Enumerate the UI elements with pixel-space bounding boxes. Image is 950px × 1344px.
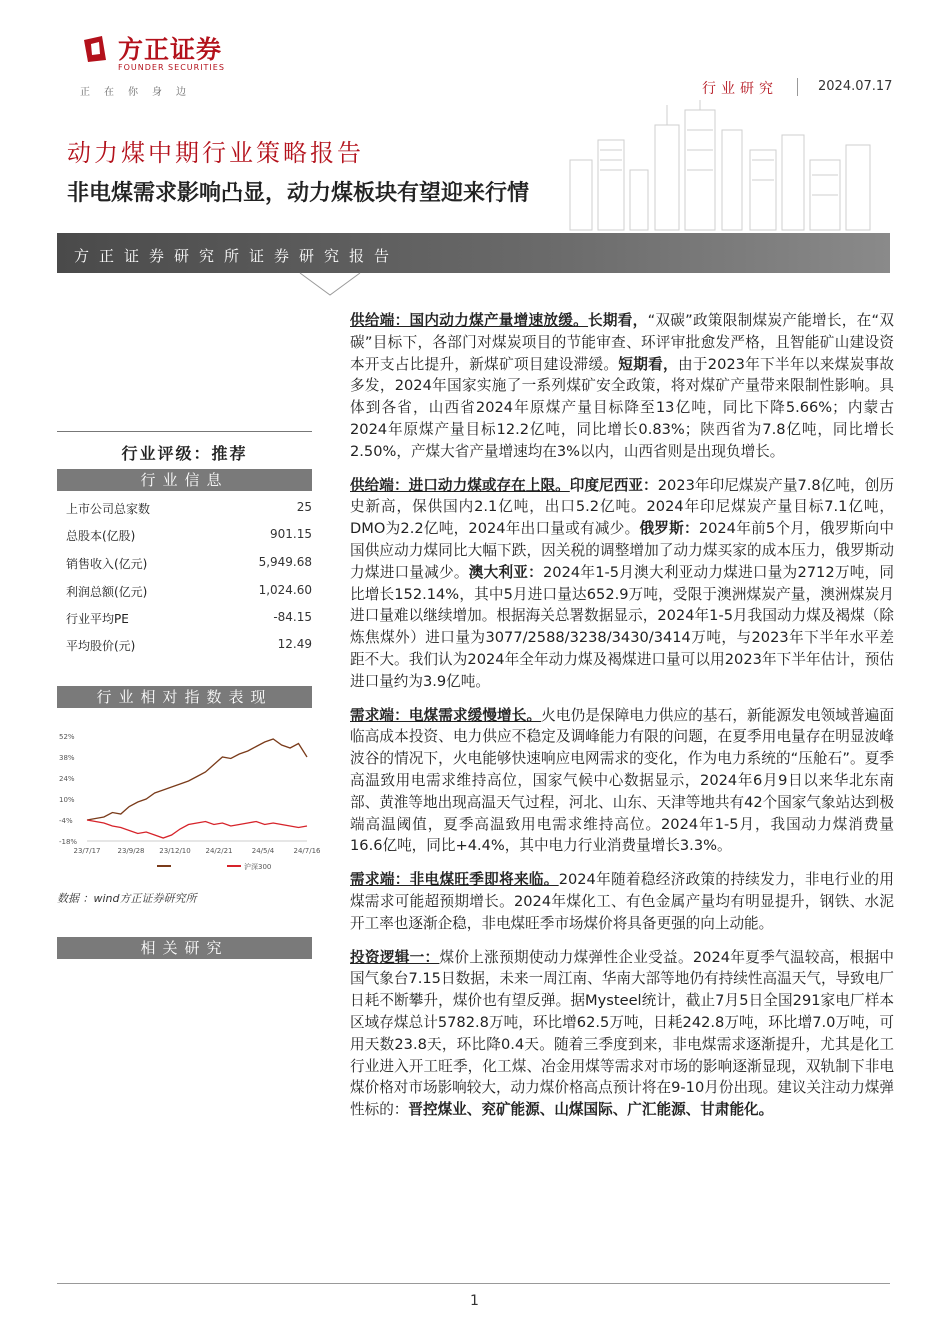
band-notch-decoration xyxy=(300,273,360,297)
paragraph-text: 2024年前5个月，俄罗斯向中国供应动力煤同比大幅下跌，因关税的调整增加了动力煤买家的成本压力，俄罗斯动力煤进口量减少。 xyxy=(350,520,894,581)
title-band-text: 方正证券研究所证券研究报告 xyxy=(74,247,400,265)
x-tick-label: 23/12/10 xyxy=(159,847,191,855)
info-label: 销售收入(亿元) xyxy=(66,557,148,571)
founder-logo-icon xyxy=(80,34,110,64)
info-label: 行业平均PE xyxy=(66,612,129,626)
info-value: -84.15 xyxy=(273,610,312,624)
info-label: 上市公司总家数 xyxy=(66,502,151,516)
industry-rating: 行业评级：推荐 xyxy=(121,444,248,463)
info-value: 1,024.60 xyxy=(258,583,312,597)
paragraph-heading: 投资逻辑一： xyxy=(350,948,440,966)
city-skyline-illustration xyxy=(560,100,890,230)
paragraph-text: 2024年随着稳经济政策的持续发力，非电行业的用煤需求可能超预期增长。2024年煤化工、有色金属产量均有明显提升，钢铁、水泥开工率也逐渐企稳，非电煤旺季市场煤价将具备更强的向上动能。 xyxy=(350,871,894,932)
bold-text: 短期看， xyxy=(618,355,678,373)
info-value: 12.49 xyxy=(277,637,312,651)
header-divider xyxy=(797,78,798,96)
y-tick-label: 52% xyxy=(59,733,75,741)
rating-divider xyxy=(57,431,312,432)
legend-label: 沪深300 xyxy=(244,863,272,871)
paragraph xyxy=(350,310,894,463)
paragraph-text: “双碳”政策限制煤炭产能增长，在“双碳”目标下，各部门对煤炭项目的节能审查、环评审批愈发严格，且智能矿山建设资本开支占比提升，新煤矿项目建设滞缓。 xyxy=(350,312,894,373)
bold-text: 澳大利亚： xyxy=(468,563,543,581)
info-value: 5,949.68 xyxy=(258,555,312,569)
report-series: 动力煤中期行业策略报告 xyxy=(67,139,364,167)
index-performance-title: 行业相对指数表现 xyxy=(57,686,312,708)
logo-text: 方正证券 xyxy=(118,35,223,64)
main-content xyxy=(350,310,894,1133)
paragraph-text: 2024年1-5月澳大利亚动力煤进口量为2712万吨，同比增长152.14%，其中5月进口量达652.9万吨，受限于澳洲煤炭产量，澳洲煤炭月进口量难以继续增加。根据海关总署数据显示，2024年1-5月我国动力煤及褐煤（除炼焦煤外）进口量为3077/2588/3238/3430/3414万吨，与2023年下半年水平差距不大。我们认为2024年全年动力煤及褐煤进口量可以用2023年下半年估计，预估进口量约为3.9亿吨。 xyxy=(350,563,894,690)
footer-divider xyxy=(57,1283,890,1284)
info-row xyxy=(66,610,312,637)
paragraph-heading: 需求端：非电煤旺季即将来临。 xyxy=(350,871,559,889)
x-tick-label: 24/2/21 xyxy=(205,847,233,855)
info-label: 总股本(亿股) xyxy=(66,529,136,543)
logo-english-text: FOUNDER SECURITIES xyxy=(118,63,225,72)
info-row xyxy=(66,500,312,527)
report-title: 非电煤需求影响凸显，动力煤板块有望迎来行情 xyxy=(67,181,530,206)
paragraph-text: 2023年印尼煤炭产量7.8亿吨，创历史新高，保供国内2.1亿吨，出口5.2亿吨。2024年印尼煤炭产量目标7.1亿吨，DMO为2.2亿吨，2024年出口量或有减少。 xyxy=(350,476,894,538)
bold-text: 印度尼西亚： xyxy=(569,476,658,494)
info-label: 利润总额(亿元) xyxy=(66,585,148,599)
info-value: 901.15 xyxy=(270,527,312,541)
industry-info-title: 行业信息 xyxy=(57,469,312,491)
paragraph xyxy=(350,705,894,858)
info-row xyxy=(66,555,312,582)
info-row xyxy=(66,637,312,664)
paragraph-heading: 供给端：国内动力煤产量增速放缓。 xyxy=(350,312,589,329)
y-tick-label: 38% xyxy=(59,754,75,762)
x-tick-label: 23/7/17 xyxy=(73,847,101,855)
y-tick-label: 10% xyxy=(59,796,75,804)
x-tick-label: 24/5/4 xyxy=(251,847,275,855)
logo-slogan: 正在你身边 xyxy=(80,87,200,98)
y-tick-label: -4% xyxy=(59,817,73,825)
paragraph-text: 煤价上涨预期使动力煤弹性企业受益。2024年夏季气温较高，根据中国气象台7.15日数据，未来一周江南、华南大部等地仍有持续性高温天气，导致电厂日耗不断攀升，煤价也有望反弹。据Mysteel统计，截止7月5日全国291家电厂样本区域存煤总计5782.8万吨，环比增62.5万吨，日耗242.8万吨，环比增7.0万吨，可用天数23.8天，环比降0.4天。随着三季度到来，非电煤需求逐渐提升，尤其是化工行业进入开工旺季，化工煤、冶金用煤等需求对市场的影响逐渐显现，双轨制下非电煤价格对市场影响较大，动力煤价格高点预计将在9-10月份出现。建议关注动力煤弹性标的： xyxy=(350,948,894,1119)
x-tick-label: 23/9/28 xyxy=(117,847,145,855)
y-tick-label: -18% xyxy=(59,838,78,846)
x-tick-label: 24/7/16 xyxy=(293,847,321,855)
info-row xyxy=(66,527,312,554)
bold-text: 长期看， xyxy=(588,312,648,329)
series-line-0 xyxy=(87,739,307,820)
page-number: 1 xyxy=(470,1293,479,1309)
info-row xyxy=(66,583,312,610)
bold-text: 晋控煤业、兖矿能源、山煤国际、广汇能源、甘肃能化。 xyxy=(408,1101,774,1119)
y-tick-label: 24% xyxy=(59,775,75,783)
index-performance-chart xyxy=(57,726,321,881)
paragraph-heading: 需求端：电煤需求缓慢增长。 xyxy=(350,706,542,724)
series-line-1 xyxy=(87,820,307,838)
paragraph xyxy=(350,947,894,1121)
report-date: 2024.07.17 xyxy=(818,79,893,94)
paragraph-heading: 供给端：进口动力煤或存在上限。 xyxy=(350,476,570,494)
info-label: 平均股价(元) xyxy=(66,639,136,653)
related-research-title: 相关研究 xyxy=(57,937,312,959)
info-value: 25 xyxy=(296,500,312,514)
paragraph-text: 火电仍是保障电力供应的基石，新能源发电领域普遍面临高成本投资、电力供应不稳定及调峰能力有限的问题，在夏季用电量存在明显波峰波谷的情况下，火电能够快速响应电网需求的变化，作为电力系统的“压舱石”。夏季高温致用电需求维持高位，国家气候中心数据显示，2024年6月9日以来华北东南部、黄淮等地出现高温天气过程，河北、山东、天津等地共有42个国家气象站达到极端高温阈值，夏季高温致用电需求维持高位。2024年1-5月，我国动力煤消费量16.6亿吨，同比+4.4%，其中电力行业消费量增长3.3%。 xyxy=(350,706,894,855)
paragraph xyxy=(350,475,894,693)
paragraph-text: 由于2023年下半年以来煤炭事故多发，2024年国家实施了一系列煤矿安全政策，将对煤矿产量带来限制性影响。具体到各省，山西省2024年原煤产量目标降至13亿吨，同比下降5.66%；内蒙古2024年原煤产量目标12.2亿吨，同比增长0.83%；陕西省为7.8亿吨，同比增长2.50%，产煤大省产量增速均在3%以内，山西省则是出现负增长。 xyxy=(350,355,894,460)
report-type: 行业研究 xyxy=(702,81,778,97)
paragraph xyxy=(350,869,894,934)
chart-source: 数据 ：wind方正证券研究所 xyxy=(57,892,197,905)
bold-text: 俄罗斯： xyxy=(639,520,699,538)
